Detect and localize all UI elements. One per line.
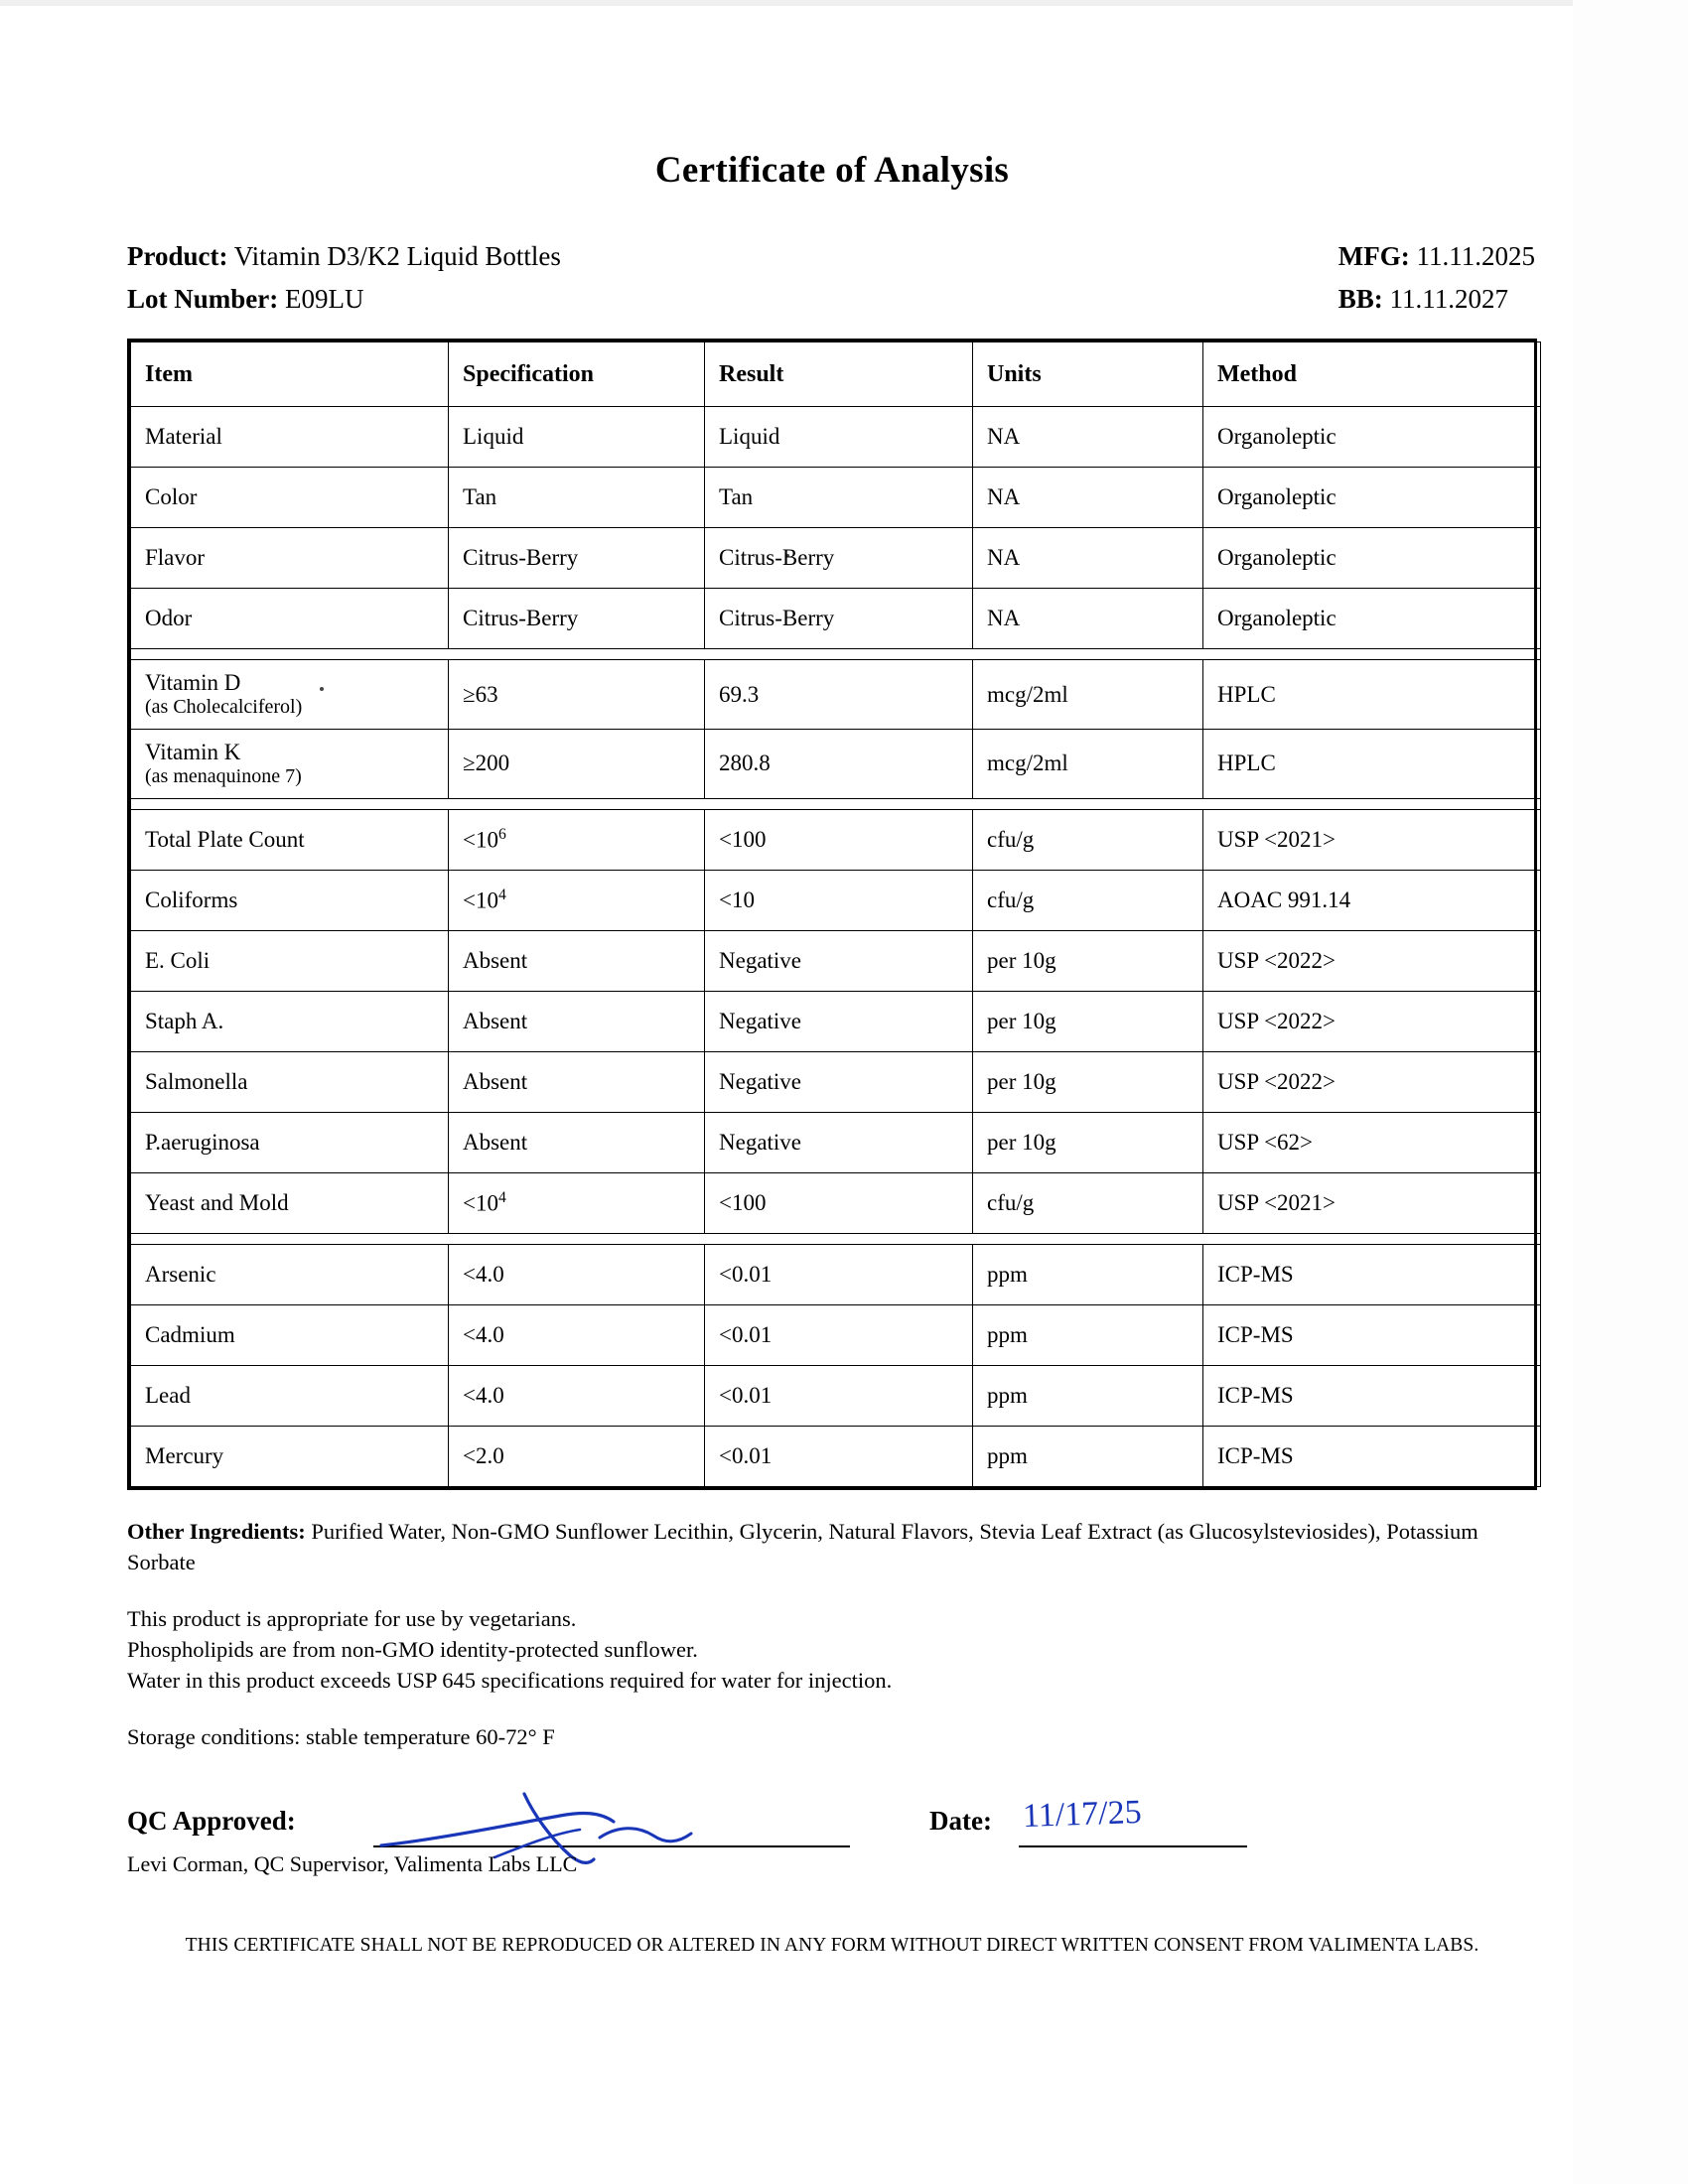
cell-result: Citrus-Berry — [705, 528, 973, 589]
cell-specification: <4.0 — [449, 1304, 705, 1365]
cell-item: E. Coli — [131, 930, 449, 991]
product-value: Vitamin D3/K2 Liquid Bottles — [233, 241, 561, 271]
scan-edge-right — [1573, 0, 1688, 2184]
cell-units: ppm — [973, 1244, 1203, 1304]
date-label: Date: — [929, 1805, 992, 1836]
cell-units: cfu/g — [973, 870, 1203, 930]
cell-item: Arsenic — [131, 1244, 449, 1304]
cell-result: <100 — [705, 809, 973, 870]
cell-units: mcg/2ml — [973, 729, 1203, 798]
signature-section — [127, 1793, 1537, 1893]
table-group-separator — [131, 798, 1541, 809]
cell-specification: Citrus-Berry — [449, 528, 705, 589]
cell-units: per 10g — [973, 991, 1203, 1051]
cell-result: <100 — [705, 1172, 973, 1233]
cell-item: Yeast and Mold — [131, 1172, 449, 1233]
other-ingredients-label: Other Ingredients: — [127, 1518, 306, 1544]
cell-specification: <4.0 — [449, 1365, 705, 1426]
other-ingredients-text: Purified Water, Non-GMO Sunflower Lecithin, Glycerin, Natural Flavors, Stevia Leaf Extract (as Glucosylsteviosides), Potassium Sorbate — [127, 1518, 1478, 1574]
cell-specification: Absent — [449, 930, 705, 991]
product-label: Product: — [127, 241, 228, 271]
cell-method: USP <62> — [1203, 1112, 1541, 1172]
cell-item-sub: (as menaquinone 7) — [145, 764, 302, 787]
cell-specification: $<10^6$ — [449, 809, 705, 870]
table-row — [131, 468, 1541, 528]
cell-units: mcg/2ml — [973, 660, 1203, 730]
cell-result: Negative — [705, 930, 973, 991]
cell-specification: ≥63 — [449, 660, 705, 730]
cell-item: Staph A. — [131, 991, 449, 1051]
col-header-method: Method — [1203, 342, 1541, 407]
cell-item-main: Vitamin D — [145, 670, 241, 695]
table-group-separator-cell — [131, 649, 1541, 660]
cell-units: per 10g — [973, 1051, 1203, 1112]
cell-result: Tan — [705, 468, 973, 528]
cell-units: per 10g — [973, 1112, 1203, 1172]
cell-result: <0.01 — [705, 1304, 973, 1365]
certificate-body — [127, 149, 1537, 1957]
bb-value: 11.11.2027 — [1389, 284, 1509, 314]
cell-result: Negative — [705, 991, 973, 1051]
header-meta-right — [1338, 235, 1535, 321]
qc-signer-name: Levi Corman, QC Supervisor, Valimenta Labs LLC — [127, 1850, 578, 1876]
table-row — [131, 660, 1541, 730]
cell-result: 280.8 — [705, 729, 973, 798]
table-row — [131, 1051, 1541, 1112]
cell-method: HPLC — [1203, 660, 1541, 730]
table-row — [131, 930, 1541, 991]
qc-approved-label: QC Approved: — [127, 1805, 296, 1836]
cell-units: ppm — [973, 1365, 1203, 1426]
cell-method: ICP-MS — [1203, 1365, 1541, 1426]
notes-section — [127, 1516, 1537, 1752]
cell-item: Material — [131, 407, 449, 468]
cell-method: Organoleptic — [1203, 589, 1541, 649]
mfg-label: MFG: — [1337, 241, 1410, 271]
col-header-specification: Specification — [449, 342, 705, 407]
table-header-row — [131, 342, 1541, 407]
cell-specification: Absent — [449, 1051, 705, 1112]
table-row — [131, 1304, 1541, 1365]
cell-method: HPLC — [1203, 729, 1541, 798]
table-group-separator — [131, 649, 1541, 660]
page-title: Certificate of Analysis — [654, 150, 1010, 191]
cell-method: AOAC 991.14 — [1203, 870, 1541, 930]
cell-units: NA — [973, 528, 1203, 589]
cell-item: Mercury — [131, 1426, 449, 1486]
cell-item: Flavor — [131, 528, 449, 589]
cell-units: cfu/g — [973, 1172, 1203, 1233]
col-header-units: Units — [973, 342, 1203, 407]
cell-result: <0.01 — [705, 1365, 973, 1426]
cell-result: Liquid — [705, 407, 973, 468]
table-group-separator-cell — [131, 798, 1541, 809]
cell-item: Salmonella — [131, 1051, 449, 1112]
cell-item: Cadmium — [131, 1304, 449, 1365]
cell-method: USP <2022> — [1203, 930, 1541, 991]
lot-value: E09LU — [284, 284, 364, 314]
results-table-body — [131, 407, 1541, 1487]
cell-specification: $<10^4$ — [449, 1172, 705, 1233]
cell-method: Organoleptic — [1203, 528, 1541, 589]
cell-method: ICP-MS — [1203, 1426, 1541, 1486]
cell-units: ppm — [973, 1426, 1203, 1486]
other-ingredients — [127, 1516, 1537, 1577]
table-row — [131, 809, 1541, 870]
cell-method: USP <2021> — [1203, 809, 1541, 870]
date-line — [1019, 1845, 1247, 1847]
notes-gap-1 — [127, 1577, 1537, 1603]
cell-specification: Tan — [449, 468, 705, 528]
cell-method: USP <2022> — [1203, 1051, 1541, 1112]
cell-specification: Liquid — [449, 407, 705, 468]
cell-result: Negative — [705, 1051, 973, 1112]
header-meta — [127, 235, 1537, 321]
notes-gap-2 — [127, 1696, 1537, 1721]
cell-units: cfu/g — [973, 809, 1203, 870]
statement-phospholipids: Phospholipids are from non-GMO identity-protected sunflower. — [127, 1636, 698, 1662]
lot-line — [127, 278, 561, 321]
cell-item: Odor — [131, 589, 449, 649]
lot-label: Lot Number: — [127, 284, 279, 314]
cell-result: Negative — [705, 1112, 973, 1172]
table-row — [131, 589, 1541, 649]
cell-result: <0.01 — [705, 1244, 973, 1304]
table-row — [131, 1172, 1541, 1233]
cell-method: USP <2021> — [1203, 1172, 1541, 1233]
footer-disclaimer: THIS CERTIFICATE SHALL NOT BE REPRODUCED OR ALTERED IN ANY FORM WITHOUT DIRECT WRITTEN CONSENT FROM VALIMENTA LABS. — [185, 1934, 1479, 1956]
cell-result: 69.3 — [705, 660, 973, 730]
results-table — [130, 341, 1541, 1487]
cell-units: per 10g — [973, 930, 1203, 991]
storage-conditions: Storage conditions: stable temperature 60-72° F — [127, 1723, 555, 1749]
cell-specification: Citrus-Berry — [449, 589, 705, 649]
scan-edge-top — [0, 0, 1688, 6]
product-line — [127, 235, 561, 278]
bb-label: BB: — [1337, 284, 1383, 314]
table-row — [131, 870, 1541, 930]
table-row — [131, 1426, 1541, 1486]
header-meta-left — [127, 235, 561, 321]
cell-specification: Absent — [449, 1112, 705, 1172]
cell-units: NA — [973, 468, 1203, 528]
table-row — [131, 1244, 1541, 1304]
cell-method: USP <2022> — [1203, 991, 1541, 1051]
col-header-item: Item — [131, 342, 449, 407]
cell-item: Color — [131, 468, 449, 528]
cell-method: Organoleptic — [1203, 407, 1541, 468]
date-value: 11/17/25 — [1022, 1793, 1143, 1835]
table-group-separator-cell — [131, 1233, 1541, 1244]
cell-item: P.aeruginosa — [131, 1112, 449, 1172]
cell-method: ICP-MS — [1203, 1304, 1541, 1365]
statement-water: Water in this product exceeds USP 645 specifications required for water for injection. — [127, 1667, 893, 1693]
cell-result: <0.01 — [705, 1426, 973, 1486]
cell-item — [131, 660, 449, 730]
cell-item-sub: (as Cholecalciferol) — [145, 695, 303, 718]
cell-item: Lead — [131, 1365, 449, 1426]
cell-method: ICP-MS — [1203, 1244, 1541, 1304]
cell-item-main: Vitamin K — [145, 739, 241, 764]
cell-specification: ≥200 — [449, 729, 705, 798]
cell-units: NA — [973, 589, 1203, 649]
table-row — [131, 729, 1541, 798]
cell-units: ppm — [973, 1304, 1203, 1365]
cell-item: Coliforms — [131, 870, 449, 930]
cell-item: Total Plate Count — [131, 809, 449, 870]
cell-result: Citrus-Berry — [705, 589, 973, 649]
col-header-result: Result — [705, 342, 973, 407]
statement-vegetarian: This product is appropriate for use by vegetarians. — [127, 1605, 577, 1631]
cell-method: Organoleptic — [1203, 468, 1541, 528]
cell-item — [131, 729, 449, 798]
table-row — [131, 1112, 1541, 1172]
table-row — [131, 528, 1541, 589]
table-group-separator — [131, 1233, 1541, 1244]
bb-line — [1338, 278, 1535, 321]
cell-units: NA — [973, 407, 1203, 468]
cell-specification: <2.0 — [449, 1426, 705, 1486]
mfg-line — [1338, 235, 1535, 278]
cell-specification: $<10^4$ — [449, 870, 705, 930]
results-table-frame — [127, 339, 1537, 1490]
mfg-value: 11.11.2025 — [1416, 241, 1535, 271]
cell-specification: Absent — [449, 991, 705, 1051]
cell-specification: <4.0 — [449, 1244, 705, 1304]
table-row — [131, 407, 1541, 468]
table-row — [131, 1365, 1541, 1426]
cell-result: <10 — [705, 870, 973, 930]
table-row — [131, 991, 1541, 1051]
